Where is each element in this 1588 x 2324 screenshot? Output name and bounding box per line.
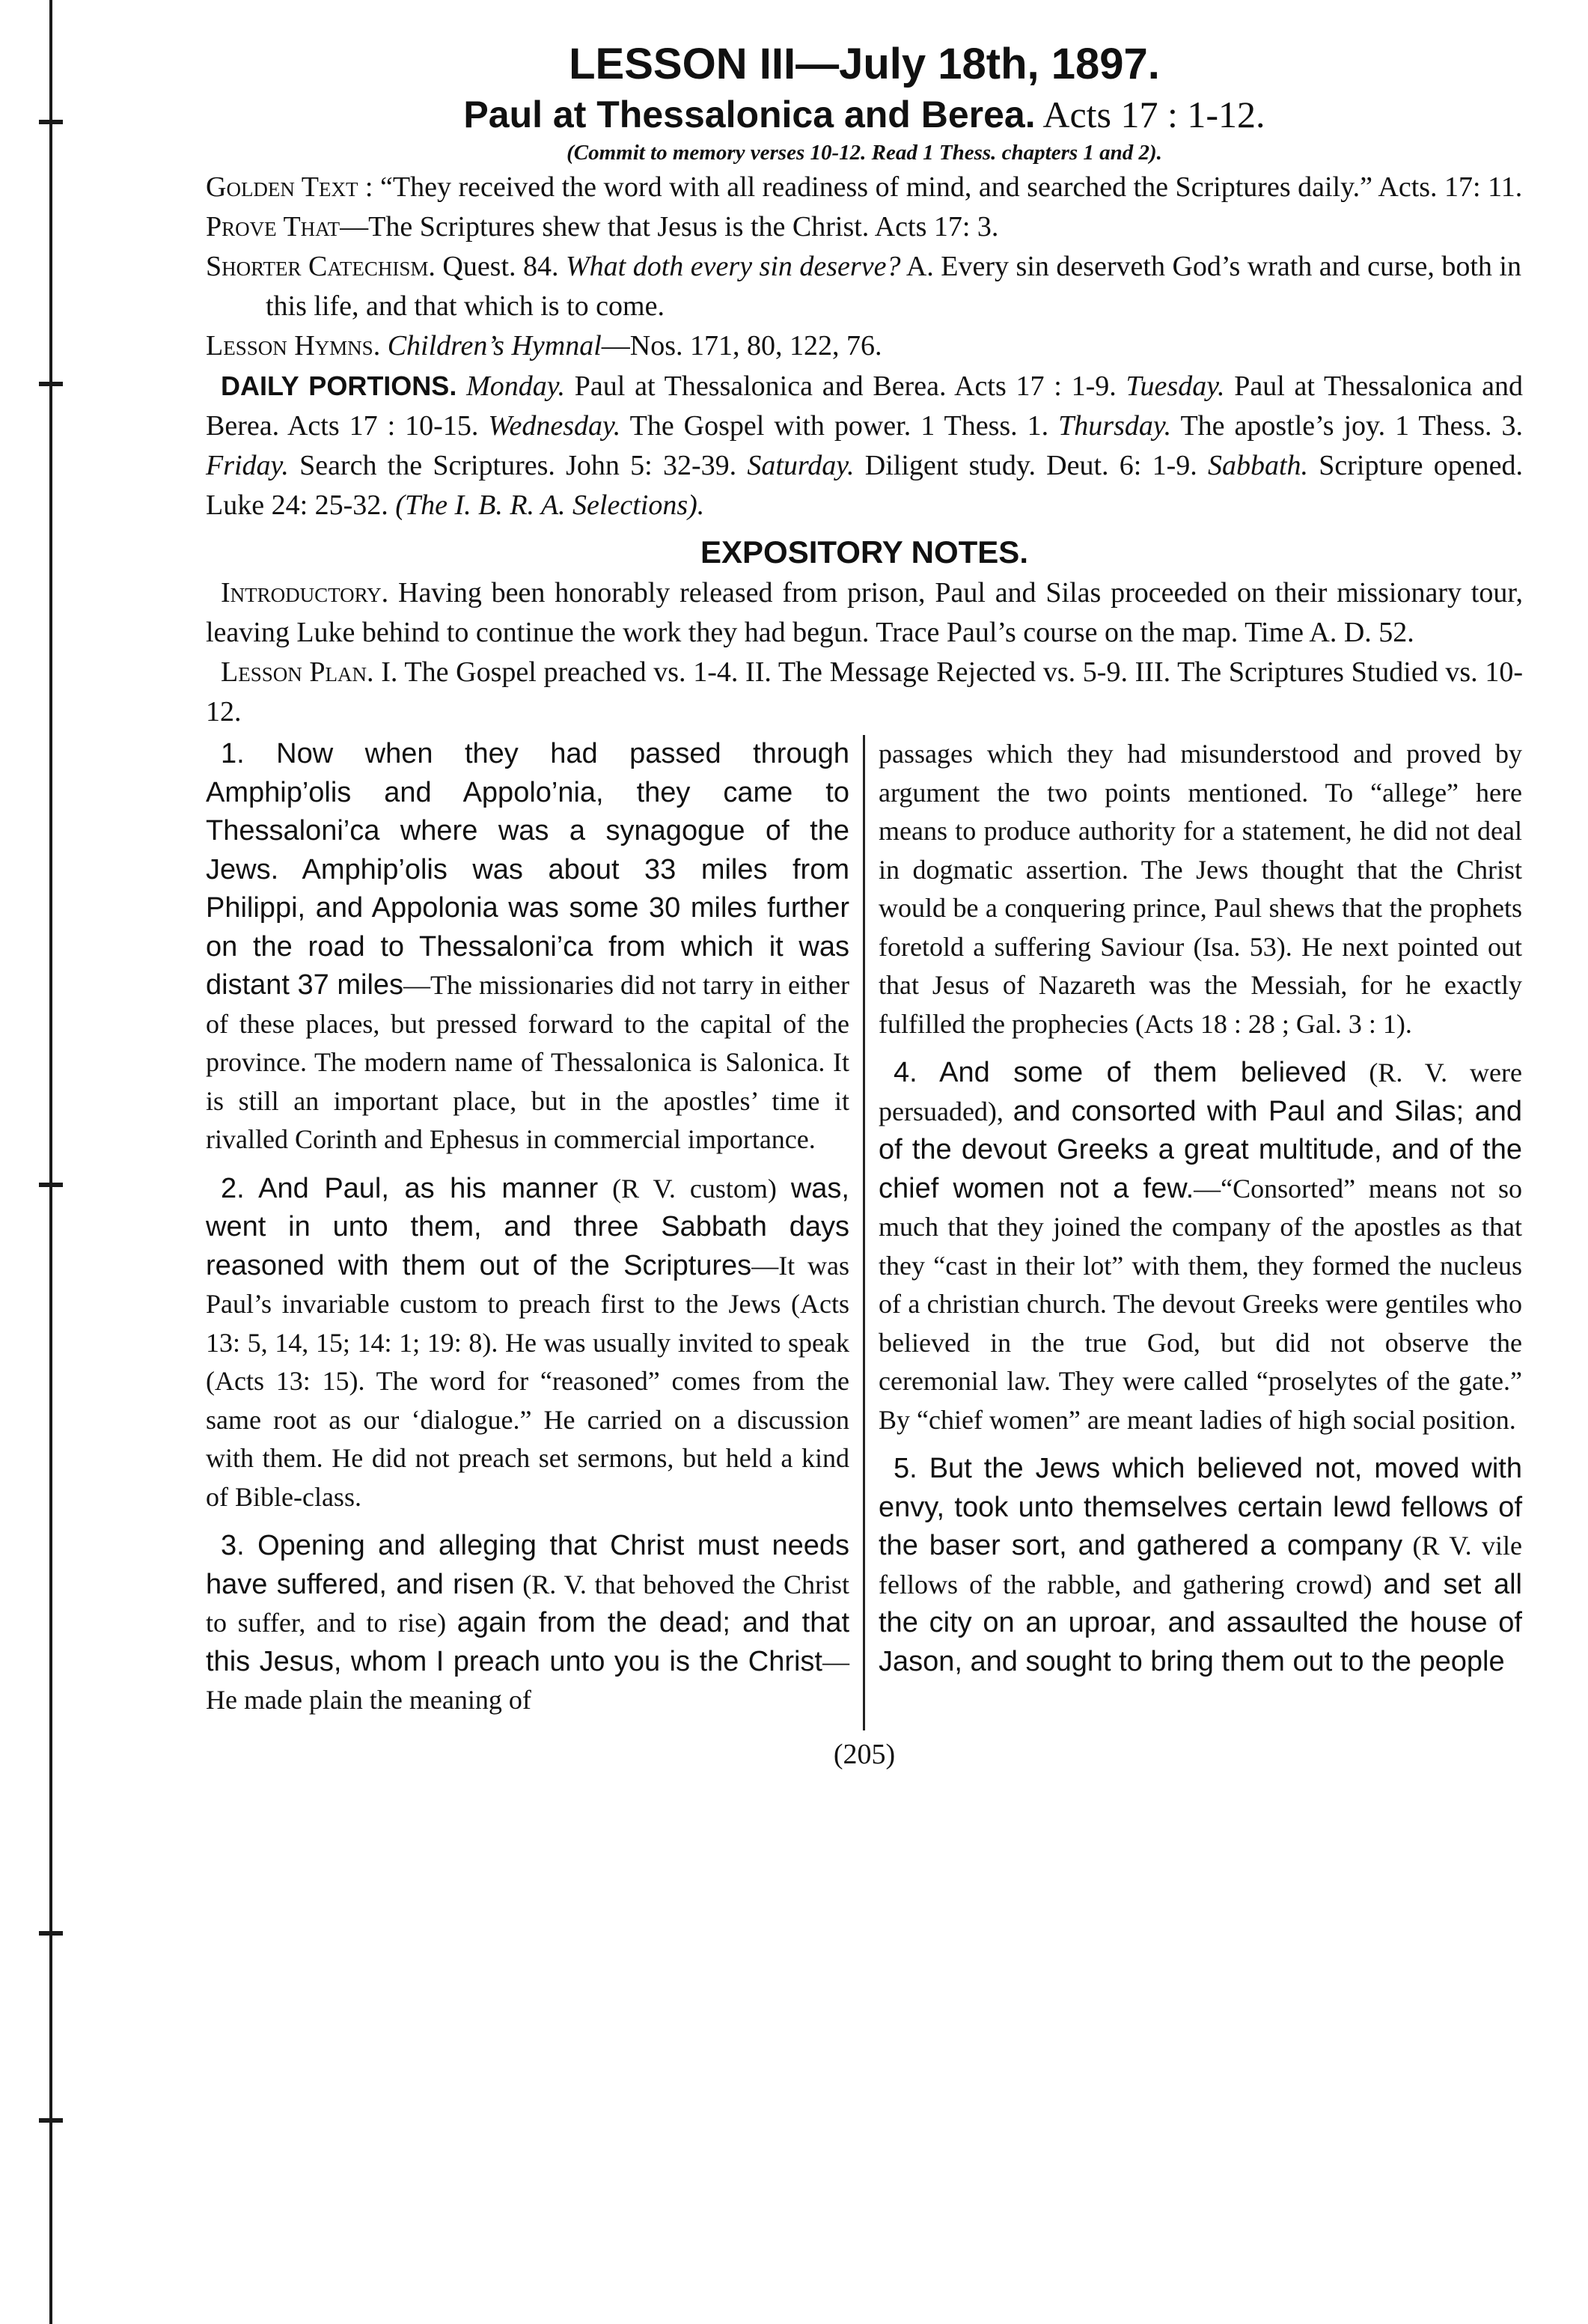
day-thursday-text: The apostle’s joy. 1 Thess. 3. (1180, 410, 1524, 442)
golden-text (206, 168, 1523, 207)
daily-portions (206, 366, 1523, 525)
verse-1-note: —The missionaries did not tarry in either of these places, but pressed forward to the capital of the province. The modern name of Thessalonica is Salonica. It is still an important place, but in the apostles’ time it rivalled Corinth and Ephesus in commercial importance. (206, 970, 849, 1154)
memory-note: (Commit to memory verses 10-12. Read 1 Thess. chapters 1 and 2). (567, 141, 1162, 165)
day-wednesday: Wednesday. (488, 410, 621, 442)
prove-that-label: Prove That (206, 211, 340, 243)
verse-3-note: —He made plain the meaning of (206, 1646, 849, 1715)
lesson-subtitle-ref: Acts 17 : 1-12. (1042, 94, 1265, 135)
golden-text-label: Golden Text : (206, 171, 373, 203)
verse-3-text-b: again from the dead; and that this Jesus, whom I preach unto you is the Christ (206, 1607, 850, 1677)
shorter-catechism (206, 247, 1523, 326)
lesson-subtitle-main: Paul at Thessalonica and Berea. (463, 94, 1036, 135)
verse-4-text-a: 4. And some of them believed (894, 1057, 1347, 1088)
catechism-label: Shorter Catechism. (206, 251, 436, 282)
day-friday-text: Search the Scriptures. John 5: 32-39. (299, 450, 737, 481)
binding-stitch (39, 1183, 63, 1187)
verse-5 (879, 1450, 1522, 1681)
page-number: (205) (833, 1738, 896, 1770)
day-friday: Friday. (206, 450, 289, 481)
day-monday: Monday. (466, 370, 566, 402)
verse-3-text-a: 3. Opening and alleging that Christ must needs have suffered, and risen (206, 1530, 849, 1600)
binding-stitch (39, 382, 63, 386)
day-monday-text: Paul at Thessalonica and Berea. Acts 17 : 1-9. (574, 370, 1117, 402)
verse-2-rv: (R V. custom) (612, 1173, 777, 1204)
introductory-text: Having been honorably released from prison, Paul and Silas proceeded on their missionary tour, leaving Luke behind to continue the work they had begun. Trace Paul’s course on the map. Time A. D. 52. (206, 577, 1523, 648)
page (206, 37, 1523, 1771)
day-tuesday-text: Paul at Thessalonica and Berea. Acts 17 : 10-15. (206, 370, 1524, 442)
catechism-quest: Quest. 84. (442, 251, 559, 282)
lesson-plan-text: I. The Gospel preached vs. 1-4. II. The Message Rejected vs. 5-9. III. The Scriptures Studied vs. 10-12. (206, 656, 1524, 728)
selections-note: (The I. B. R. A. Selections). (395, 489, 705, 521)
verse-2-note: —It was Paul’s invariable custom to preach first to the Jews (Acts 13: 5, 14, 15; 14: 1; 19: 8). He was usually invited to speak (Acts 13: 15). The word for “reasoned” comes from the same root as our ‘dialogue.” He carried on a discussion with them. He did not preach set sermons, but held a kind of Bible-class. (206, 1250, 849, 1512)
verse-2 (206, 1170, 849, 1517)
introductory (206, 573, 1523, 653)
hymns-numbers: —Nos. 171, 80, 122, 76. (601, 330, 882, 362)
daily-portions-label: DAILY PORTIONS. (221, 370, 457, 401)
lesson-title: LESSON III—July 18th, 1897. (569, 40, 1160, 88)
verse-4-text-b: and consorted with Paul and Silas; and of the devout Greeks a great multitude, and of the chief women not a few. (879, 1095, 1523, 1204)
day-saturday-text: Diligent study. Deut. 6: 1-9. (864, 450, 1197, 481)
hymns-book: Children’s Hymnal (387, 330, 602, 362)
binding-stitch (39, 120, 63, 124)
verse-3-rv: (R. V. that behoved the Christ to suffer, and to rise) (206, 1569, 850, 1638)
left-column (206, 735, 865, 1730)
verse-4 (879, 1054, 1522, 1439)
lesson-subtitle (206, 91, 1523, 138)
catechism-answer: A. Every sin deserveth God’s wrath and curse, both in this life, and that which is to come. (266, 251, 1521, 322)
day-sabbath: Sabbath. (1207, 450, 1309, 481)
day-tuesday: Tuesday. (1126, 370, 1225, 402)
verse-5-text-a: 5. But the Jews which believed not, moved with envy, took unto themselves certain lewd fellows of the baser sort, and gathered a company (879, 1453, 1522, 1561)
verse-3 (206, 1527, 849, 1720)
introductory-label: Introductory. (221, 577, 389, 609)
right-column (865, 735, 1522, 1730)
golden-text-body: “They received the word with all readiness of mind, and searched the Scriptures daily.” Acts. 17: 11. (380, 171, 1523, 203)
verse-2-text-a: 2. And Paul, as his manner (221, 1172, 599, 1204)
binding-stitch (39, 1931, 63, 1936)
binding-edge (49, 0, 52, 2324)
catechism-question: What doth every sin deserve? (566, 251, 901, 282)
day-saturday: Saturday. (747, 450, 855, 481)
hymns-label: Lesson Hymns. (206, 330, 381, 362)
lesson-plan-label: Lesson Plan. (221, 656, 374, 688)
verse-1-text: 1. Now when they had passed through Amphip’olis and Appolo’nia, they came to Thessaloni’ca where was a synagogue of the Jews. Amphip’olis was about 33 miles from Philippi, and Appolonia was some 30 miles further on the road to Thessaloni’ca from which it was distant 37 miles (206, 738, 849, 1001)
day-sabbath-text: Scripture opened. Luke 24: 25-32. (206, 450, 1524, 521)
verse-5-rv: (R V. vile fellows of the rabble, and gathering crowd) (879, 1531, 1522, 1599)
day-thursday: Thursday. (1058, 410, 1172, 442)
day-wednesday-text: The Gospel with power. 1 Thess. 1. (629, 410, 1049, 442)
verse-2-text-b: was, went in unto them, and three Sabbath days reasoned with them out of the Scriptures (206, 1172, 849, 1281)
prove-that (206, 207, 1523, 247)
verse-1 (206, 735, 849, 1159)
lesson-hymns (206, 326, 1523, 366)
verse-4-rv: (R. V. were persuaded), (879, 1058, 1522, 1126)
notes-columns (206, 735, 1523, 1730)
expository-title: EXPOSITORY NOTES. (700, 534, 1028, 570)
verse-3-continued: passages which they had misunderstood and proved by argument the two points mentioned. To “allege” here means to produce authority for a statement, he did not deal in dogmatic assertion. The Jews thought that the Christ would be a conquering prince, Paul shews that the prophets foretold a suffering Saviour (Isa. 53). He next pointed out that Jesus of Nazareth was the Messiah, for he exactly fulfilled the prophecies (Acts 18 : 28 ; Gal. 3 : 1). (879, 739, 1522, 1039)
prove-that-body: —The Scriptures shew that Jesus is the Christ. Acts 17: 3. (340, 211, 999, 243)
binding-stitch (39, 2118, 63, 2123)
verse-4-note: —“Consorted” means not so much that they joined the company of the apostles as that they “cast in their lot” with them, they formed the nucleus of a christian church. The devout Greeks were gentiles who believed in the true God, but did not observe the ceremonial law. They were called “proselytes of the gate.” By “chief women” are meant ladies of high social position. (879, 1173, 1522, 1435)
lesson-plan (206, 653, 1523, 732)
verse-5-text-b: and set all the city on an uproar, and assaulted the house of Jason, and sought to bring them out to the people (879, 1568, 1522, 1677)
